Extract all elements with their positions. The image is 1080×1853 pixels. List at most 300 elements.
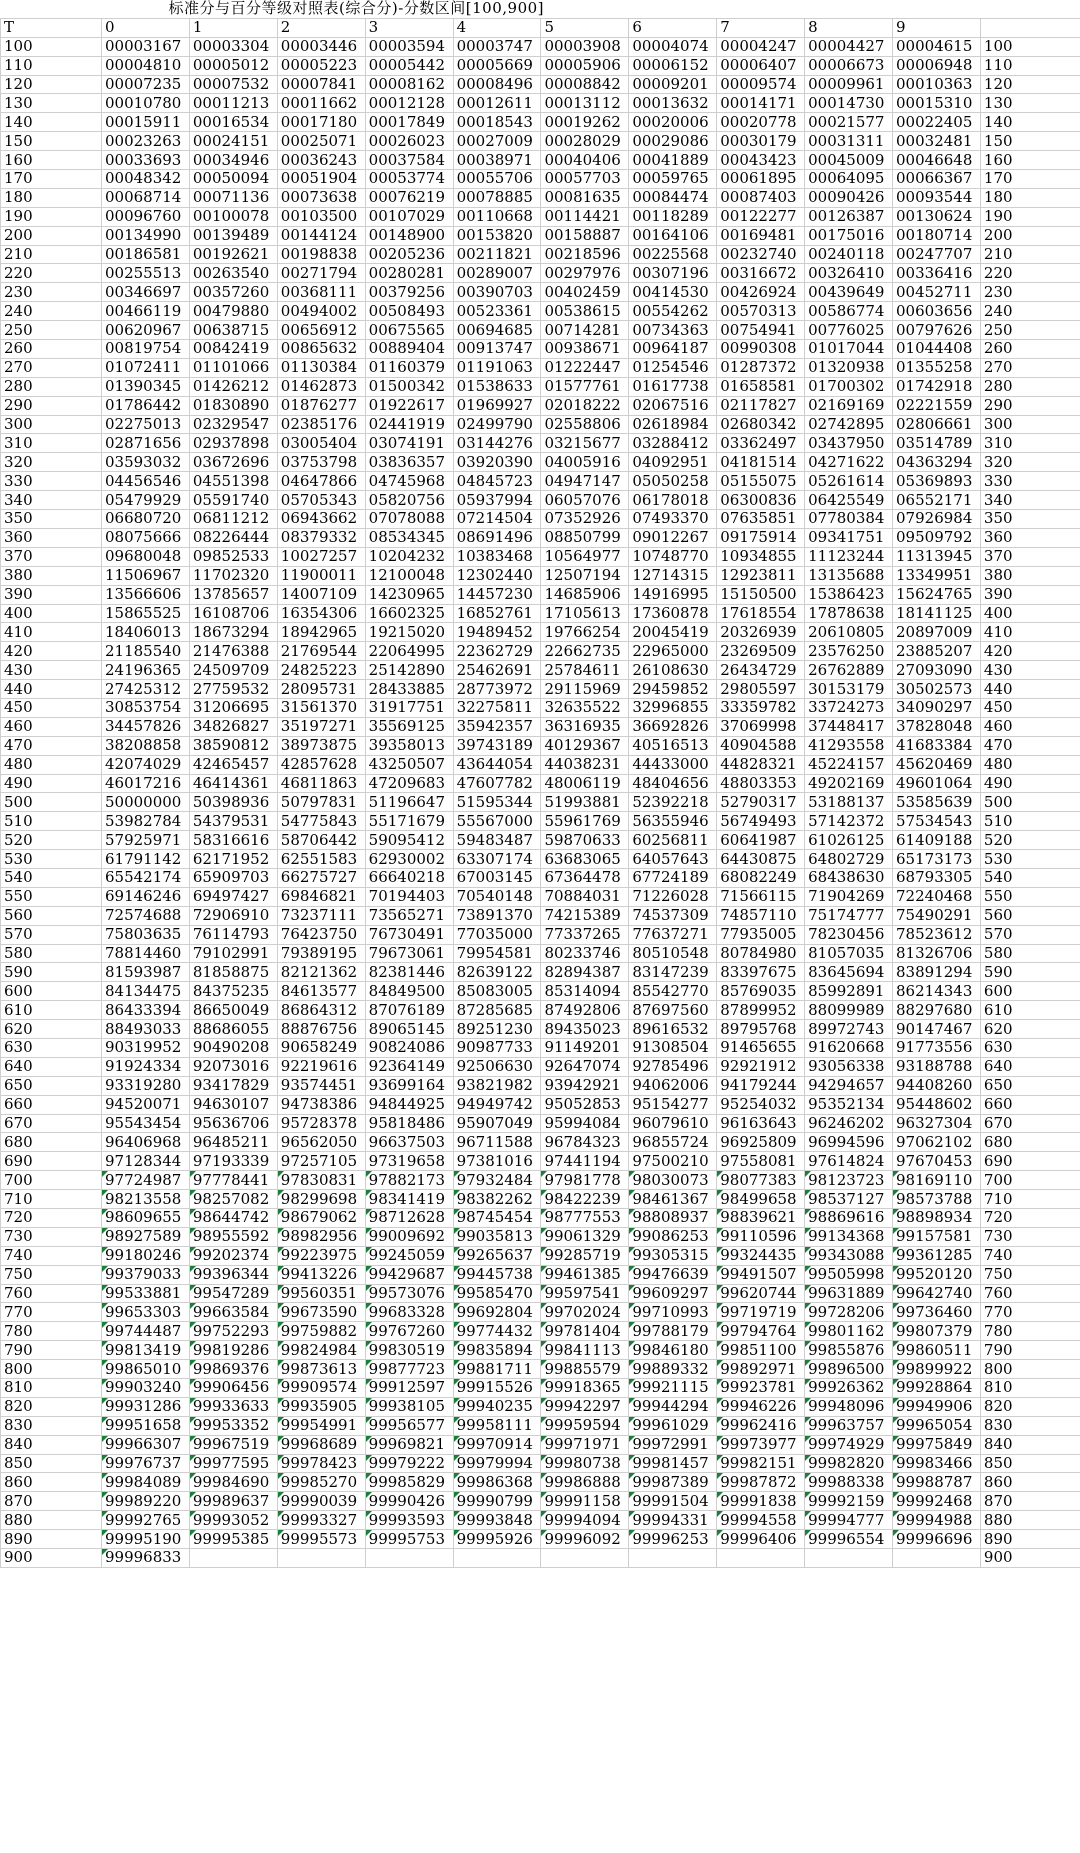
- percentile-cell[interactable]: 99993848: [453, 1511, 541, 1530]
- percentile-cell[interactable]: 00158887: [541, 226, 629, 245]
- row-label-cell[interactable]: 190: [1, 207, 102, 226]
- percentile-cell[interactable]: 99445738: [453, 1265, 541, 1284]
- percentile-cell[interactable]: 46811863: [277, 774, 365, 793]
- percentile-cell[interactable]: 68438630: [805, 868, 893, 887]
- percentile-cell[interactable]: 00192621: [189, 245, 277, 264]
- percentile-cell[interactable]: 99505998: [805, 1265, 893, 1284]
- percentile-cell[interactable]: 97319658: [365, 1152, 453, 1171]
- percentile-cell[interactable]: 59870633: [541, 831, 629, 850]
- percentile-cell[interactable]: 99984089: [102, 1473, 190, 1492]
- row-label-right-cell[interactable]: 500: [980, 793, 1080, 812]
- percentile-cell[interactable]: 07926984: [893, 510, 981, 529]
- percentile-cell[interactable]: 29805597: [717, 680, 805, 699]
- row-label-cell[interactable]: 210: [1, 245, 102, 264]
- percentile-cell[interactable]: 81326706: [893, 944, 981, 963]
- percentile-cell[interactable]: 99994094: [541, 1511, 629, 1530]
- row-label-cell[interactable]: 500: [1, 793, 102, 812]
- row-label-cell[interactable]: 410: [1, 623, 102, 642]
- percentile-cell[interactable]: 99985829: [365, 1473, 453, 1492]
- percentile-cell[interactable]: 67724189: [629, 868, 717, 887]
- row-label-right-cell[interactable]: 420: [980, 642, 1080, 661]
- percentile-cell[interactable]: 99972991: [629, 1435, 717, 1454]
- percentile-cell[interactable]: 87697560: [629, 1001, 717, 1020]
- percentile-cell[interactable]: 99949906: [893, 1397, 981, 1416]
- percentile-cell[interactable]: 95728378: [277, 1114, 365, 1133]
- percentile-cell[interactable]: 98609655: [102, 1209, 190, 1228]
- percentile-cell[interactable]: [893, 1549, 981, 1568]
- percentile-cell[interactable]: 00255513: [102, 264, 190, 283]
- percentile-cell[interactable]: 06300836: [717, 491, 805, 510]
- row-label-right-cell[interactable]: 380: [980, 566, 1080, 585]
- percentile-cell[interactable]: 99996696: [893, 1530, 981, 1549]
- row-label-cell[interactable]: 720: [1, 1209, 102, 1228]
- percentile-cell[interactable]: 55567000: [453, 812, 541, 831]
- percentile-cell[interactable]: 80784980: [717, 944, 805, 963]
- percentile-cell[interactable]: 03288412: [629, 434, 717, 453]
- percentile-cell[interactable]: 57925971: [102, 831, 190, 850]
- row-label-cell[interactable]: 610: [1, 1001, 102, 1020]
- percentile-cell[interactable]: 99974929: [805, 1435, 893, 1454]
- percentile-cell[interactable]: 99989637: [189, 1492, 277, 1511]
- percentile-cell[interactable]: 96784323: [541, 1133, 629, 1152]
- percentile-cell[interactable]: 00012611: [453, 94, 541, 113]
- percentile-cell[interactable]: 09341751: [805, 528, 893, 547]
- percentile-cell[interactable]: 99728206: [805, 1303, 893, 1322]
- percentile-cell[interactable]: 02937898: [189, 434, 277, 453]
- percentile-cell[interactable]: 06680720: [102, 510, 190, 529]
- percentile-cell[interactable]: 69146246: [102, 887, 190, 906]
- row-label-cell[interactable]: 420: [1, 642, 102, 661]
- percentile-cell[interactable]: 48803353: [717, 774, 805, 793]
- percentile-cell[interactable]: 99892971: [717, 1360, 805, 1379]
- percentile-cell[interactable]: 01320938: [805, 358, 893, 377]
- percentile-cell[interactable]: 40516513: [629, 736, 717, 755]
- row-label-cell[interactable]: 430: [1, 661, 102, 680]
- percentile-cell[interactable]: 64430875: [717, 850, 805, 869]
- percentile-cell[interactable]: 00175016: [805, 226, 893, 245]
- percentile-cell[interactable]: 07635851: [717, 510, 805, 529]
- percentile-cell[interactable]: 79954581: [453, 944, 541, 963]
- percentile-cell[interactable]: 14685906: [541, 585, 629, 604]
- percentile-cell[interactable]: 00045009: [805, 151, 893, 170]
- percentile-cell[interactable]: 98644742: [189, 1209, 277, 1228]
- row-label-right-cell[interactable]: 590: [980, 963, 1080, 982]
- percentile-cell[interactable]: 14230965: [365, 585, 453, 604]
- percentile-cell[interactable]: 00913747: [453, 340, 541, 359]
- percentile-cell[interactable]: 76423750: [277, 925, 365, 944]
- percentile-cell[interactable]: 32996855: [629, 698, 717, 717]
- percentile-cell[interactable]: 98341419: [365, 1190, 453, 1209]
- percentile-cell[interactable]: 00114421: [541, 207, 629, 226]
- percentile-cell[interactable]: 63307174: [453, 850, 541, 869]
- percentile-cell[interactable]: 99759882: [277, 1322, 365, 1341]
- percentile-cell[interactable]: 96246202: [805, 1114, 893, 1133]
- percentile-cell[interactable]: 99931286: [102, 1397, 190, 1416]
- percentile-cell[interactable]: 00005012: [189, 56, 277, 75]
- row-label-right-cell[interactable]: 670: [980, 1114, 1080, 1133]
- row-label-right-cell[interactable]: 690: [980, 1152, 1080, 1171]
- row-label-right-cell[interactable]: 780: [980, 1322, 1080, 1341]
- percentile-cell[interactable]: 05705343: [277, 491, 365, 510]
- row-label-cell[interactable]: 590: [1, 963, 102, 982]
- percentile-cell[interactable]: 05261614: [805, 472, 893, 491]
- row-label-right-cell[interactable]: 180: [980, 188, 1080, 207]
- row-label-cell[interactable]: 160: [1, 151, 102, 170]
- percentile-cell[interactable]: 00164106: [629, 226, 717, 245]
- row-label-right-cell[interactable]: 470: [980, 736, 1080, 755]
- row-label-cell[interactable]: 820: [1, 1397, 102, 1416]
- percentile-cell[interactable]: 09680048: [102, 547, 190, 566]
- row-label-right-cell[interactable]: 460: [980, 717, 1080, 736]
- percentile-cell[interactable]: 01617738: [629, 377, 717, 396]
- percentile-cell[interactable]: 99994777: [805, 1511, 893, 1530]
- row-label-right-cell[interactable]: 190: [980, 207, 1080, 226]
- percentile-cell[interactable]: 99086253: [629, 1227, 717, 1246]
- percentile-cell[interactable]: 95352134: [805, 1095, 893, 1114]
- percentile-cell[interactable]: 00307196: [629, 264, 717, 283]
- percentile-cell[interactable]: 00041889: [629, 151, 717, 170]
- row-label-cell[interactable]: 850: [1, 1454, 102, 1473]
- percentile-cell[interactable]: 99994331: [629, 1511, 717, 1530]
- percentile-cell[interactable]: 00027009: [453, 132, 541, 151]
- percentile-cell[interactable]: 55171679: [365, 812, 453, 831]
- row-label-right-cell[interactable]: 560: [980, 906, 1080, 925]
- percentile-cell[interactable]: 99991504: [629, 1492, 717, 1511]
- row-label-right-cell[interactable]: 350: [980, 510, 1080, 529]
- percentile-cell[interactable]: 95994084: [541, 1114, 629, 1133]
- row-label-right-cell[interactable]: 290: [980, 396, 1080, 415]
- percentile-cell[interactable]: 00008162: [365, 75, 453, 94]
- percentile-cell[interactable]: 57534543: [893, 812, 981, 831]
- percentile-cell[interactable]: 54379531: [189, 812, 277, 831]
- percentile-cell[interactable]: 99413226: [277, 1265, 365, 1284]
- percentile-cell[interactable]: 27093090: [893, 661, 981, 680]
- percentile-cell[interactable]: 76114793: [189, 925, 277, 944]
- row-label-cell[interactable]: 770: [1, 1303, 102, 1322]
- percentile-cell[interactable]: 01130384: [277, 358, 365, 377]
- percentile-cell[interactable]: 68793305: [893, 868, 981, 887]
- percentile-cell[interactable]: 99996406: [717, 1530, 805, 1549]
- percentile-cell[interactable]: 08534345: [365, 528, 453, 547]
- row-label-right-cell[interactable]: 320: [980, 453, 1080, 472]
- percentile-cell[interactable]: 61026125: [805, 831, 893, 850]
- row-label-cell[interactable]: 220: [1, 264, 102, 283]
- percentile-cell[interactable]: 00024151: [189, 132, 277, 151]
- percentile-cell[interactable]: 01830890: [189, 396, 277, 415]
- percentile-cell[interactable]: 00103500: [277, 207, 365, 226]
- percentile-cell[interactable]: 20045419: [629, 623, 717, 642]
- percentile-cell[interactable]: 45224157: [805, 755, 893, 774]
- percentile-cell[interactable]: 96711588: [453, 1133, 541, 1152]
- percentile-cell[interactable]: 99990426: [365, 1492, 453, 1511]
- percentile-cell[interactable]: 14007109: [277, 585, 365, 604]
- percentile-cell[interactable]: 64802729: [805, 850, 893, 869]
- percentile-cell[interactable]: 14457230: [453, 585, 541, 604]
- row-label-right-cell[interactable]: 620: [980, 1020, 1080, 1039]
- percentile-cell[interactable]: 00271794: [277, 264, 365, 283]
- percentile-cell[interactable]: 36316935: [541, 717, 629, 736]
- percentile-cell[interactable]: 00218596: [541, 245, 629, 264]
- percentile-cell[interactable]: 03672696: [189, 453, 277, 472]
- header-cell-blank[interactable]: [980, 18, 1080, 37]
- percentile-cell[interactable]: 00865632: [277, 340, 365, 359]
- percentile-cell[interactable]: 89972743: [805, 1020, 893, 1039]
- percentile-cell[interactable]: 94520071: [102, 1095, 190, 1114]
- percentile-cell[interactable]: 08379332: [277, 528, 365, 547]
- percentile-cell[interactable]: 00007235: [102, 75, 190, 94]
- percentile-cell[interactable]: 03753798: [277, 453, 365, 472]
- row-label-right-cell[interactable]: 550: [980, 887, 1080, 906]
- percentile-cell[interactable]: 99781404: [541, 1322, 629, 1341]
- percentile-cell[interactable]: 99343088: [805, 1246, 893, 1265]
- header-cell-digit-7[interactable]: 7: [717, 18, 805, 37]
- percentile-cell[interactable]: 00009201: [629, 75, 717, 94]
- table-title-cell[interactable]: [1, 0, 1080, 18]
- percentile-cell[interactable]: 17105613: [541, 604, 629, 623]
- percentile-cell[interactable]: 49202169: [805, 774, 893, 793]
- percentile-cell[interactable]: 05050258: [629, 472, 717, 491]
- percentile-cell[interactable]: 99986368: [453, 1473, 541, 1492]
- percentile-cell[interactable]: 30853754: [102, 698, 190, 717]
- percentile-cell[interactable]: 02499790: [453, 415, 541, 434]
- percentile-cell[interactable]: 03593032: [102, 453, 190, 472]
- percentile-cell[interactable]: 10027257: [277, 547, 365, 566]
- percentile-cell[interactable]: 61409188: [893, 831, 981, 850]
- percentile-cell[interactable]: 22362729: [453, 642, 541, 661]
- percentile-cell[interactable]: 07078088: [365, 510, 453, 529]
- percentile-cell[interactable]: 00021577: [805, 113, 893, 132]
- percentile-cell[interactable]: 00494002: [277, 302, 365, 321]
- percentile-cell[interactable]: 77035000: [453, 925, 541, 944]
- percentile-cell[interactable]: 00015911: [102, 113, 190, 132]
- percentile-cell[interactable]: 99987872: [717, 1473, 805, 1492]
- percentile-cell[interactable]: 71226028: [629, 887, 717, 906]
- percentile-cell[interactable]: 99979222: [365, 1454, 453, 1473]
- percentile-cell[interactable]: 99968689: [277, 1435, 365, 1454]
- percentile-cell[interactable]: 99915526: [453, 1379, 541, 1398]
- percentile-cell[interactable]: 00008842: [541, 75, 629, 94]
- percentile-cell[interactable]: 00013112: [541, 94, 629, 113]
- percentile-cell[interactable]: 26108630: [629, 661, 717, 680]
- percentile-cell[interactable]: 78814460: [102, 944, 190, 963]
- row-label-cell[interactable]: 450: [1, 698, 102, 717]
- percentile-cell[interactable]: 53585639: [893, 793, 981, 812]
- percentile-cell[interactable]: 70884031: [541, 887, 629, 906]
- percentile-cell[interactable]: 84849500: [365, 982, 453, 1001]
- row-label-cell[interactable]: 100: [1, 37, 102, 56]
- percentile-cell[interactable]: 99824984: [277, 1341, 365, 1360]
- percentile-cell[interactable]: 97670453: [893, 1152, 981, 1171]
- header-cell-t[interactable]: T: [1, 18, 102, 37]
- percentile-cell[interactable]: 00289007: [453, 264, 541, 283]
- percentile-cell[interactable]: 75803635: [102, 925, 190, 944]
- row-label-cell[interactable]: 570: [1, 925, 102, 944]
- row-label-cell[interactable]: 830: [1, 1416, 102, 1435]
- percentile-cell[interactable]: 99956577: [365, 1416, 453, 1435]
- percentile-cell[interactable]: 00426924: [717, 283, 805, 302]
- percentile-cell[interactable]: 69846821: [277, 887, 365, 906]
- percentile-cell[interactable]: 97558081: [717, 1152, 805, 1171]
- percentile-cell[interactable]: 97381016: [453, 1152, 541, 1171]
- percentile-cell[interactable]: 99830519: [365, 1341, 453, 1360]
- percentile-cell[interactable]: 04092951: [629, 453, 717, 472]
- percentile-cell[interactable]: 97932484: [453, 1171, 541, 1190]
- percentile-cell[interactable]: 05820756: [365, 491, 453, 510]
- percentile-cell[interactable]: 20897009: [893, 623, 981, 642]
- row-label-cell[interactable]: 270: [1, 358, 102, 377]
- percentile-cell[interactable]: 03514789: [893, 434, 981, 453]
- percentile-cell[interactable]: 86433394: [102, 1001, 190, 1020]
- percentile-cell[interactable]: 99926362: [805, 1379, 893, 1398]
- percentile-cell[interactable]: 00180714: [893, 226, 981, 245]
- percentile-cell[interactable]: 00032481: [893, 132, 981, 151]
- percentile-cell[interactable]: 12302440: [453, 566, 541, 585]
- percentile-cell[interactable]: 99923781: [717, 1379, 805, 1398]
- percentile-cell[interactable]: 03836357: [365, 453, 453, 472]
- percentile-cell[interactable]: 60641987: [717, 831, 805, 850]
- percentile-cell[interactable]: 13566606: [102, 585, 190, 604]
- percentile-cell[interactable]: 00357260: [189, 283, 277, 302]
- percentile-cell[interactable]: 01101066: [189, 358, 277, 377]
- percentile-cell[interactable]: 13349951: [893, 566, 981, 585]
- percentile-cell[interactable]: 00028029: [541, 132, 629, 151]
- percentile-cell[interactable]: 94844925: [365, 1095, 453, 1114]
- percentile-cell[interactable]: 88297680: [893, 1001, 981, 1020]
- percentile-cell[interactable]: 99995190: [102, 1530, 190, 1549]
- percentile-cell[interactable]: 06425549: [805, 491, 893, 510]
- percentile-cell[interactable]: 00326410: [805, 264, 893, 283]
- percentile-cell[interactable]: 28773972: [453, 680, 541, 699]
- percentile-cell[interactable]: 98461367: [629, 1190, 717, 1209]
- percentile-cell[interactable]: 11506967: [102, 566, 190, 585]
- percentile-cell[interactable]: 05369893: [893, 472, 981, 491]
- row-label-right-cell[interactable]: 800: [980, 1360, 1080, 1379]
- percentile-cell[interactable]: 01700302: [805, 377, 893, 396]
- row-label-right-cell[interactable]: 760: [980, 1284, 1080, 1303]
- row-label-right-cell[interactable]: 520: [980, 831, 1080, 850]
- percentile-cell[interactable]: 96637503: [365, 1133, 453, 1152]
- percentile-cell[interactable]: 86650049: [189, 1001, 277, 1020]
- percentile-cell[interactable]: 97724987: [102, 1171, 190, 1190]
- row-label-cell[interactable]: 880: [1, 1511, 102, 1530]
- percentile-cell[interactable]: 00013632: [629, 94, 717, 113]
- percentile-cell[interactable]: 00379256: [365, 283, 453, 302]
- percentile-cell[interactable]: 93942921: [541, 1076, 629, 1095]
- percentile-cell[interactable]: 08226444: [189, 528, 277, 547]
- percentile-cell[interactable]: 99966307: [102, 1435, 190, 1454]
- percentile-cell[interactable]: 84375235: [189, 982, 277, 1001]
- percentile-cell[interactable]: 17878638: [805, 604, 893, 623]
- percentile-cell[interactable]: 99609297: [629, 1284, 717, 1303]
- percentile-cell[interactable]: 90824086: [365, 1038, 453, 1057]
- percentile-cell[interactable]: 28433885: [365, 680, 453, 699]
- percentile-cell[interactable]: 00100078: [189, 207, 277, 226]
- percentile-cell[interactable]: 87076189: [365, 1001, 453, 1020]
- percentile-cell[interactable]: 00776025: [805, 321, 893, 340]
- row-label-right-cell[interactable]: 820: [980, 1397, 1080, 1416]
- percentile-cell[interactable]: 99970914: [453, 1435, 541, 1454]
- row-label-right-cell[interactable]: 530: [980, 850, 1080, 869]
- percentile-cell[interactable]: 03215677: [541, 434, 629, 453]
- percentile-cell[interactable]: 02618984: [629, 415, 717, 434]
- percentile-cell[interactable]: 97830831: [277, 1171, 365, 1190]
- percentile-cell[interactable]: 90147467: [893, 1020, 981, 1039]
- percentile-cell[interactable]: 00734363: [629, 321, 717, 340]
- percentile-cell[interactable]: 65542174: [102, 868, 190, 887]
- percentile-cell[interactable]: 00020006: [629, 113, 717, 132]
- percentile-cell[interactable]: 99788179: [629, 1322, 717, 1341]
- percentile-cell[interactable]: 99988787: [893, 1473, 981, 1492]
- row-label-right-cell[interactable]: 630: [980, 1038, 1080, 1057]
- percentile-cell[interactable]: 98869616: [805, 1209, 893, 1228]
- percentile-cell[interactable]: 45620469: [893, 755, 981, 774]
- percentile-cell[interactable]: 42465457: [189, 755, 277, 774]
- percentile-cell[interactable]: 78230456: [805, 925, 893, 944]
- percentile-cell[interactable]: 99702024: [541, 1303, 629, 1322]
- percentile-cell[interactable]: 99560351: [277, 1284, 365, 1303]
- percentile-cell[interactable]: 82894387: [541, 963, 629, 982]
- percentile-cell[interactable]: 32635522: [541, 698, 629, 717]
- percentile-cell[interactable]: 00006152: [629, 56, 717, 75]
- percentile-cell[interactable]: 01287372: [717, 358, 805, 377]
- percentile-cell[interactable]: 98927589: [102, 1227, 190, 1246]
- percentile-cell[interactable]: 99980738: [541, 1454, 629, 1473]
- percentile-cell[interactable]: 00026023: [365, 132, 453, 151]
- percentile-cell[interactable]: 99835894: [453, 1341, 541, 1360]
- percentile-cell[interactable]: 03074191: [365, 434, 453, 453]
- percentile-cell[interactable]: 41293558: [805, 736, 893, 755]
- percentile-cell[interactable]: 09175914: [717, 528, 805, 547]
- percentile-cell[interactable]: 06178018: [629, 491, 717, 510]
- percentile-cell[interactable]: 73237111: [277, 906, 365, 925]
- percentile-cell[interactable]: 33359782: [717, 698, 805, 717]
- percentile-cell[interactable]: 99396344: [189, 1265, 277, 1284]
- percentile-cell[interactable]: 81593987: [102, 963, 190, 982]
- percentile-cell[interactable]: 00316672: [717, 264, 805, 283]
- percentile-cell[interactable]: 99989220: [102, 1492, 190, 1511]
- percentile-cell[interactable]: 00130624: [893, 207, 981, 226]
- percentile-cell[interactable]: 65173173: [893, 850, 981, 869]
- row-label-cell[interactable]: 390: [1, 585, 102, 604]
- percentile-cell[interactable]: 98982956: [277, 1227, 365, 1246]
- percentile-cell[interactable]: 16852761: [453, 604, 541, 623]
- row-label-right-cell[interactable]: 900: [980, 1549, 1080, 1568]
- percentile-cell[interactable]: 29459852: [629, 680, 717, 699]
- percentile-cell[interactable]: 80510548: [629, 944, 717, 963]
- row-label-cell[interactable]: 130: [1, 94, 102, 113]
- percentile-cell[interactable]: 97882173: [365, 1171, 453, 1190]
- header-cell-digit-9[interactable]: 9: [893, 18, 981, 37]
- percentile-cell[interactable]: 00014730: [805, 94, 893, 113]
- percentile-cell[interactable]: 07214504: [453, 510, 541, 529]
- percentile-cell[interactable]: 02169169: [805, 396, 893, 415]
- row-label-right-cell[interactable]: 810: [980, 1379, 1080, 1398]
- percentile-cell[interactable]: 99794764: [717, 1322, 805, 1341]
- percentile-cell[interactable]: 99885579: [541, 1360, 629, 1379]
- percentile-cell[interactable]: 86214343: [893, 982, 981, 1001]
- percentile-cell[interactable]: 03005404: [277, 434, 365, 453]
- percentile-cell[interactable]: 86864312: [277, 1001, 365, 1020]
- percentile-cell[interactable]: 91773556: [893, 1038, 981, 1057]
- percentile-cell[interactable]: 99946226: [717, 1397, 805, 1416]
- row-label-cell[interactable]: 780: [1, 1322, 102, 1341]
- percentile-cell[interactable]: 99996554: [805, 1530, 893, 1549]
- percentile-cell[interactable]: 00346697: [102, 283, 190, 302]
- percentile-cell[interactable]: 01254546: [629, 358, 717, 377]
- percentile-cell[interactable]: 99061329: [541, 1227, 629, 1246]
- percentile-cell[interactable]: 50000000: [102, 793, 190, 812]
- row-label-right-cell[interactable]: 830: [980, 1416, 1080, 1435]
